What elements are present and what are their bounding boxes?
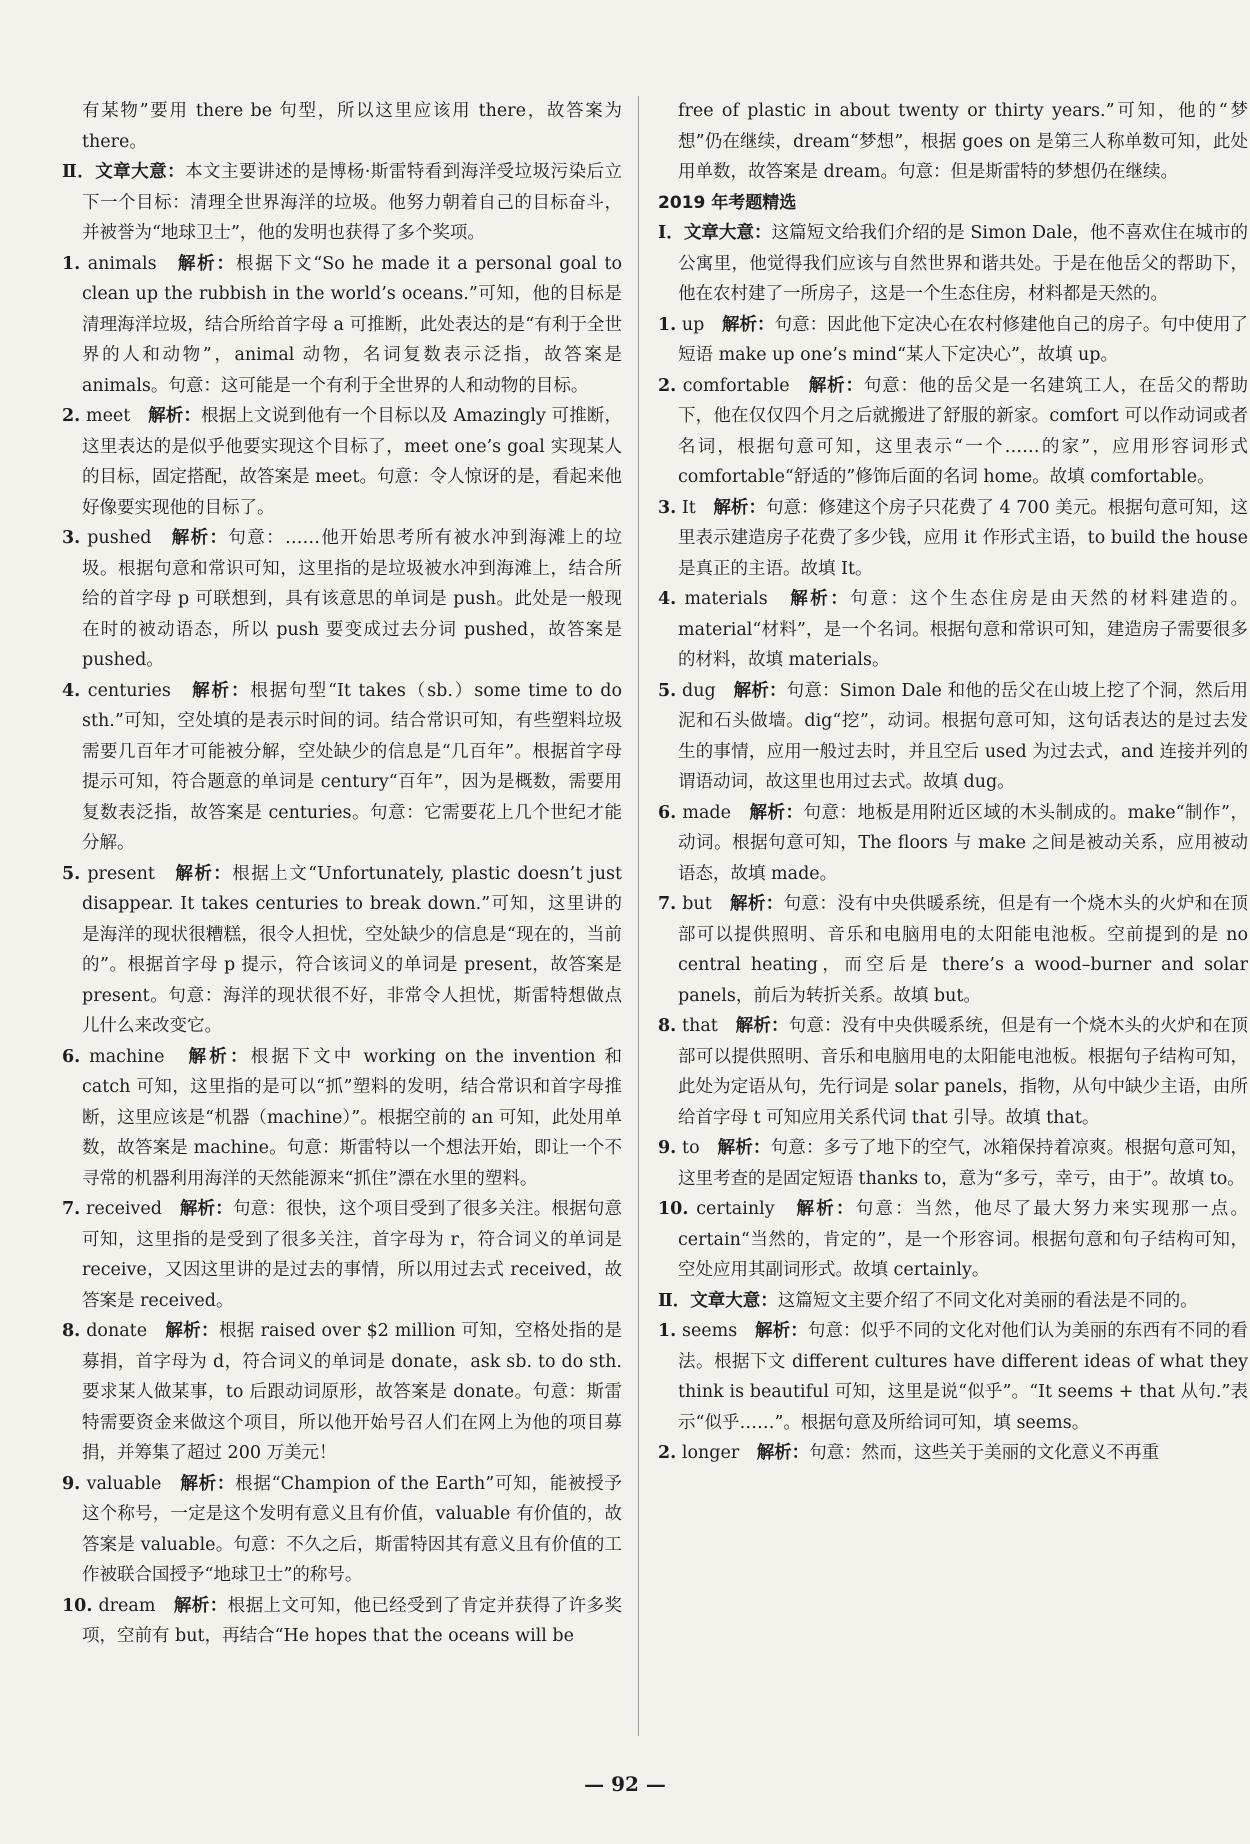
answer-word: seems	[681, 1321, 738, 1341]
summary-label: 文章大意：	[683, 223, 772, 243]
analysis-text: 句意：似乎不同的文化对他们认为美丽的东西有不同的看法。根据下文 different cultures have different ideas of what they think is beautiful 可知，这里是说“似乎”。“It seems + that 从句.”表示“似乎……”。根据句意及所给词可知，填 seems。	[678, 1321, 1249, 1433]
summary-text: 本文主要讲述的是博杨·斯雷特看到海洋受垃圾污染后立下一个目标：清理全世界海洋的垃圾。他努力朝着自己的目标奋斗，并被誉为“地球卫士”，他的发明也获得了多个奖项。	[82, 162, 623, 243]
answer-word: pushed	[87, 528, 152, 548]
analysis-label: 解析：	[808, 375, 864, 396]
analysis-text: 句意：Simon Dale 和他的岳父在山坡上挖了个洞，然后用泥和石头做墙。dig“挖”，动词。根据句意可知，这句话表达的是过去发生的事情，应用一般过去时，并且空后 used 为过去式，and 连接并列的谓语动词，故这里也用过去式。故填 dug。	[678, 680, 1248, 792]
answer-item	[62, 1316, 622, 1469]
answer-item	[62, 1591, 622, 1652]
analysis-label: 解析：	[713, 497, 766, 518]
answer-word: that	[682, 1016, 718, 1036]
right-column	[658, 96, 1248, 1469]
item-number: 1.	[658, 314, 677, 335]
analysis-text: 句意：没有中央供暖系统，但是有一个烧木头的火炉和在顶部可以提供照明、音乐和电脑用电的太阳能电池板。空前提到的是 no central heating，而空后是 there’s a wood–burner and solar panels，前后为转折关系。故填 but。	[678, 894, 1248, 1006]
answer-word: valuable	[86, 1473, 162, 1494]
answer-item	[62, 249, 622, 402]
analysis-text: 句意：当然，他尽了最大努力来实现那一点。certain“当然的，肯定的”，是一个形容词。根据句意和句子结构可知，空处应用其副词形式。故填 certainly。	[678, 1199, 1249, 1280]
analysis-text: 句意：地板是用附近区域的木头制成的。make“制作”，动词。根据句意可知，The floors 与 make 之间是被动关系，应用被动语态，故填 made。	[678, 802, 1249, 884]
analysis-label: 解析：	[188, 1046, 251, 1067]
item-number: 2.	[62, 406, 81, 426]
analysis-label: 解析：	[179, 1199, 233, 1219]
answer-word: It	[681, 497, 696, 518]
summary-text: 这篇短文给我们介绍的是 Simon Dale，他不喜欢住在城市的公寓里，他觉得我们应该与自然世界和谐共处。于是在他岳父的帮助下，他在农村建了一所房子，这是一个生态住房，材料都是天然的。	[678, 223, 1249, 304]
page-number: — 92 —	[584, 1772, 666, 1796]
analysis-label: 解析：	[171, 528, 229, 548]
answer-item	[62, 1194, 622, 1316]
analysis-text: 句意：他的岳父是一名建筑工人，在岳父的帮助下，他在仅仅四个月之后就搬进了舒服的新家。comfort 可以作动词或者名词，根据句意可知，这里表示“一个……的家”，应用形容词形式 comfortable“舒适的”修饰后面的名词 home。故填 comfortable。	[678, 375, 1249, 487]
item-number: 9.	[62, 1473, 81, 1494]
answer-word: centuries	[87, 680, 171, 701]
analysis-text: 根据 raised over $2 million 可知，空格处指的是募捐，首字母为 d，符合词义的单词是 donate，ask sb. to do sth. 要求某人做某事，to 后跟动词原形，故答案是 donate。句意：斯雷特需要资金来做这个项目，所以他开始号召人们在网上为他的项目募捐，并筹集了超过 200 万美元！	[82, 1321, 622, 1463]
answer-word: donate	[86, 1321, 148, 1341]
analysis-label: 解析：	[180, 1473, 236, 1494]
answer-word: up	[681, 314, 705, 335]
answer-item	[62, 523, 622, 676]
analysis-label: 解析：	[756, 1443, 810, 1463]
analysis-text: 句意：多亏了地下的空气，冰箱保持着凉爽。根据句意可知，这里考查的是固定短语 thanks to，意为“多亏，幸亏，由于”。故填 to。	[678, 1138, 1249, 1189]
section-1-summary	[658, 218, 1248, 310]
analysis-text: 句意：很快，这个项目受到了很多关注。根据句意可知，这里指的是受到了很多关注，首字母为 r，符合词义的单词是 receive，又因这里讲的是过去的事情，所以用过去式 received，故答案是 received。	[82, 1199, 623, 1311]
analysis-label: 解析：	[730, 894, 784, 914]
answer-item	[62, 859, 622, 1042]
item-number: 6.	[62, 1046, 81, 1067]
section-roman-numeral: Ⅰ．	[658, 223, 684, 243]
answer-item	[62, 676, 622, 859]
item-number: 3.	[658, 497, 677, 518]
item-number: 4.	[658, 589, 677, 609]
answer-item	[658, 584, 1248, 676]
answer-word: dug	[682, 680, 716, 701]
analysis-label: 解析：	[148, 406, 201, 426]
answer-item	[62, 1469, 622, 1591]
analysis-text: 句意：这个生态住房是由天然的材料建造的。material“材料”，是一个名词。根据句意和常识可知，建造房子需要很多的材料，故填 materials。	[678, 589, 1249, 670]
analysis-label: 解析：	[177, 253, 236, 274]
summary-text: 这篇短文主要介绍了不同文化对美丽的看法是不同的。	[777, 1290, 1198, 1311]
section-roman-numeral: Ⅱ．	[658, 1290, 691, 1311]
continued-paragraph: free of plastic in about twenty or thirty years.”可知，他的“梦想”仍在继续，dream“梦想”，根据 goes on 是第三人称单数可知，此处用单数，故答案是 dream。句意：但是斯雷特的梦想仍在继续。	[678, 101, 1248, 182]
analysis-text: 根据上文可知，他已经受到了肯定并获得了许多奖项，空前有 but，再结合“He hopes that the oceans will be	[82, 1595, 623, 1646]
analysis-text: 根据句型“It takes（sb.）some time to do sth.”可知，空处填的是表示时间的词。结合常识可知，有些塑料垃圾需要几百年才可能被分解，空处缺少的信息是“几百年”。根据首字母提示可知，符合题意的单词是 century“百年”，因为是概数，需要用复数表泛指，故答案是 centuries。句意：它需要花上几个世纪才能分解。	[82, 680, 622, 853]
analysis-label: 解析：	[749, 802, 804, 823]
item-number: 2.	[658, 375, 677, 396]
analysis-text: 句意：然而，这些关于美丽的文化意义不再重	[809, 1443, 1160, 1463]
analysis-label: 解析：	[796, 1199, 856, 1219]
item-number: 10.	[62, 1595, 93, 1616]
answer-item	[62, 401, 622, 523]
answer-word: materials	[684, 589, 768, 609]
analysis-label: 解析：	[173, 1595, 228, 1616]
analysis-text: 根据“Champion of the Earth”可知，能被授予这个称号，一定是这个发明有意义且有价值，valuable 有价值的，故答案是 valuable。句意：不久之后，斯雷特因其有意义且有价值的工作被联合国授予“地球卫士”的称号。	[82, 1473, 622, 1585]
item-number: 3.	[62, 528, 81, 548]
analysis-text: 根据上文“Unfortunately, plastic doesn’t just disappear. It takes centuries to break down.”可知，这里讲的是海洋的现状很糟糕，很令人担忧，空处缺少的信息是“现在的，当前的”。根据首字母 p 提示，符合该词义的单词是 present，故答案是 present。句意：海洋的现状很不好，非常令人担忧，斯雷特想做点儿什么来改变它。	[82, 863, 623, 1036]
item-number: 8.	[62, 1321, 81, 1341]
answer-word: received	[86, 1199, 162, 1219]
analysis-label: 解析：	[735, 1016, 789, 1036]
answer-word: to	[682, 1138, 700, 1158]
summary-label: 文章大意：	[95, 162, 186, 182]
answer-word: dream	[98, 1595, 156, 1616]
answer-item	[658, 493, 1248, 585]
analysis-text: 句意：因此他下定决心在农村修建他自己的房子。句中使用了短语 make up one’s mind“某人下定决心”，故填 up。	[678, 314, 1248, 365]
item-number: 1.	[62, 253, 81, 274]
answer-item	[658, 1316, 1248, 1438]
answer-word: meet	[85, 406, 131, 426]
item-number: 5.	[658, 680, 677, 701]
section-roman-numeral: Ⅱ．	[62, 162, 96, 182]
analysis-label: 解析：	[175, 863, 233, 884]
item-number: 7.	[62, 1199, 81, 1219]
answer-item	[658, 1011, 1248, 1133]
item-number: 6.	[658, 802, 677, 823]
answer-item	[658, 371, 1248, 493]
analysis-label: 解析：	[165, 1321, 219, 1341]
item-number: 5.	[62, 863, 81, 884]
answer-word: certainly	[696, 1199, 775, 1219]
analysis-text: 根据下文“So he made it a personal goal to clean up the rubbish in the world’s oceans.”可知，他的目标是清理海洋垃圾，结合所给首字母 a 可推断，此处表达的是“有利于全世界的人和动物”，animal 动物，名词复数表示泛指，故答案是 animals。句意：这可能是一个有利于全世界的人和动物的目标。	[82, 253, 623, 396]
analysis-text: 根据下文中 working on the invention 和 catch 可知，这里指的是可以“抓”塑料的发明，结合常识和首字母推断，这里应该是“机器（machine）”。根据空前的 an 可知，此处用单数，故答案是 machine。句意：斯雷特以一个想法开始，即让一个不寻常的机器利用海洋的天然能源来“抓住”漂在水里的塑料。	[82, 1046, 622, 1189]
item-number: 10.	[658, 1199, 689, 1219]
answer-item	[658, 1438, 1248, 1469]
analysis-text: 句意：没有中央供暖系统，但是有一个烧木头的火炉和在顶部可以提供照明、音乐和电脑用电的太阳能电池板。根据句子结构可知，此处为定语从句，先行词是 solar panels，指物，从句中缺少主语，由所给首字母 t 可知应用关系代词 that 引导。故填 that。	[678, 1016, 1249, 1128]
answer-item	[658, 310, 1248, 371]
analysis-label: 解析：	[717, 1138, 771, 1158]
column-divider	[638, 96, 639, 1736]
left-column	[62, 96, 622, 1652]
answer-item	[658, 889, 1248, 1011]
analysis-text: 句意：修建这个房子只花费了 4 700 美元。根据句意可知，这里表示建造房子花费了多少钱，应用 it 作形式主语，to build the house 是真正的主语。故填 It。	[678, 497, 1248, 579]
answer-item	[658, 798, 1248, 890]
section-2-summary	[658, 1286, 1248, 1317]
section-2-summary	[62, 157, 622, 249]
answer-word: comfortable	[682, 375, 790, 396]
answer-word: made	[682, 802, 731, 823]
answer-word: animals	[87, 253, 157, 274]
answer-word: longer	[681, 1443, 740, 1463]
answer-word: but	[682, 894, 712, 914]
item-number: 1.	[658, 1321, 677, 1341]
answer-word: machine	[89, 1046, 165, 1067]
analysis-label: 解析：	[790, 589, 851, 609]
analysis-label: 解析：	[721, 314, 775, 335]
item-number: 2.	[658, 1443, 677, 1463]
summary-label: 文章大意：	[690, 1290, 778, 1311]
answer-item	[658, 1194, 1248, 1286]
analysis-text: 根据上文说到他有一个目标以及 Amazingly 可推断，这里表达的是似乎他要实现这个目标了，meet one’s goal 实现某人的目标，固定搭配，故答案是 meet。句意：令人惊讶的是，看起来他好像要实现他的目标了。	[82, 406, 622, 518]
answer-item	[658, 1133, 1248, 1194]
analysis-label: 解析：	[192, 680, 251, 701]
analysis-text: 句意：……他开始思考所有被水冲到海滩上的垃圾。根据句意和常识可知，这里指的是垃圾被水冲到海滩上，结合所给的首字母 p 可联想到，具有该意思的单词是 push。此处是一般现在时的被动语态，所以 push 要变成过去分词 pushed，故答案是 pushed。	[82, 528, 622, 670]
section-heading: 2019 年考题精选	[658, 192, 797, 213]
answer-item	[62, 1042, 622, 1195]
analysis-label: 解析：	[733, 680, 787, 701]
answer-word: present	[87, 863, 155, 884]
answer-item	[658, 676, 1248, 798]
continued-paragraph: 有某物”要用 there be 句型，所以这里应该用 there，故答案为 there。	[82, 101, 622, 152]
item-number: 9.	[658, 1138, 677, 1158]
item-number: 8.	[658, 1016, 677, 1036]
analysis-label: 解析：	[754, 1321, 808, 1341]
item-number: 7.	[658, 894, 677, 914]
item-number: 4.	[62, 680, 81, 701]
